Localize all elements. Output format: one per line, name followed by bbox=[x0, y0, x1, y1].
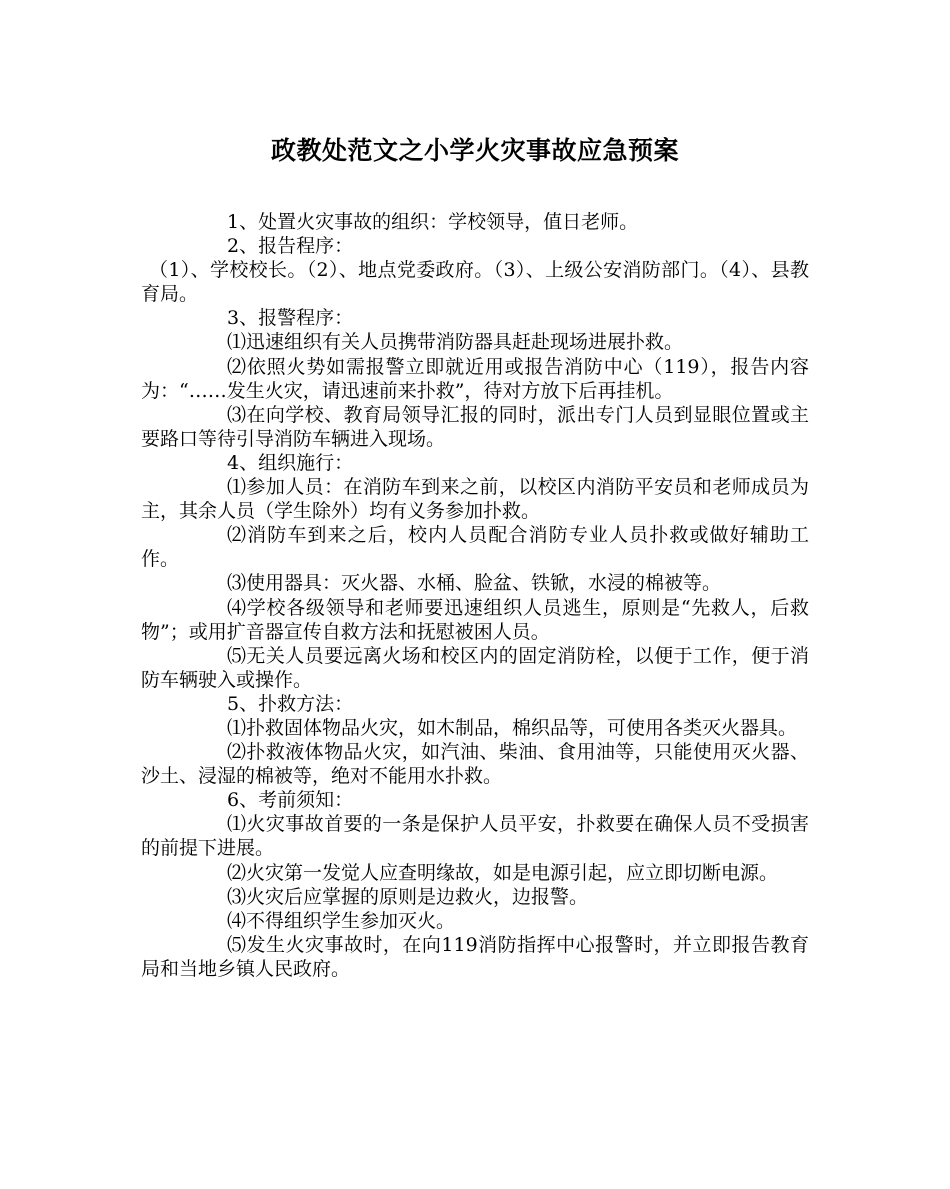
paragraph-implementation-2: ⑵消防车到来之后，校内人员配合消防专业人员扑救或做好辅助工作。 bbox=[141, 524, 809, 571]
paragraph-notes-5: ⑸发生火灾事故时，在向119消防指挥中心报警时，并立即报告教育局和当地乡镇人民政府。 bbox=[141, 933, 809, 980]
paragraph-alarm-3: ⑶在向学校、教育局领导汇报的同时，派出专门人员到显眼位置或主要路口等待引导消防车辆进入现场。 bbox=[141, 403, 809, 450]
paragraph-implementation-heading: 4、组织施行： bbox=[227, 451, 354, 474]
paragraph-alarm-heading: 3、报警程序： bbox=[227, 307, 354, 330]
paragraph-implementation-3: ⑶使用器具：灭火器、水桶、脸盆、铁锨，水浸的棉被等。 bbox=[227, 572, 722, 595]
paragraph-notes-1: ⑴火灾事故首要的一条是保护人员平安，扑救要在确保人员不受损害的前提下进展。 bbox=[141, 813, 809, 860]
paragraph-method-heading: 5、扑救方法： bbox=[227, 692, 354, 715]
paragraph-notes-2: ⑵火灾第一发觉人应查明缘故，如是电源引起，应立即切断电源。 bbox=[227, 861, 779, 884]
paragraph-report-heading: 2、报告程序： bbox=[227, 235, 354, 258]
paragraph-method-1: ⑴扑救固体物品火灾，如木制品，棉织品等，可使用各类灭火器具。 bbox=[227, 716, 798, 739]
paragraph-method-2: ⑵扑救液体物品火灾，如汽油、柴油、食用油等，只能使用灭火器、沙土、浸湿的棉被等，绝对不能用水扑救。 bbox=[141, 741, 809, 788]
paragraph-alarm-2: ⑵依照火势如需报警立即就近用或报告消防中心（119），报告内容为：“……发生火灾，请迅速前来扑救”，待对方放下后再挂机。 bbox=[141, 355, 809, 402]
paragraph-alarm-1: ⑴迅速组织有关人员携带消防器具赶赴现场进展扑救。 bbox=[227, 331, 684, 354]
paragraph-implementation-5: ⑸无关人员要远离火场和校区内的固定消防栓，以便于工作，便于消防车辆驶入或操作。 bbox=[141, 644, 809, 691]
document-body bbox=[141, 210, 809, 981]
paragraph-notes-3: ⑶火灾后应掌握的原则是边救火，边报警。 bbox=[227, 885, 589, 908]
paragraph-organization: 1、处置火灾事故的组织：学校领导，值日老师。 bbox=[227, 211, 639, 233]
paragraph-implementation-1: ⑴参加人员：在消防车到来之前，以校区内消防平安员和老师成员为主，其余人员（学生除外）均有义务参加扑救。 bbox=[141, 476, 809, 523]
paragraph-implementation-4: ⑷学校各级领导和老师要迅速组织人员逃生，原则是“先救人，后救物”；或用扩音器宣传自救方法和抚慰被困人员。 bbox=[141, 596, 809, 643]
paragraph-notes-4: ⑷不得组织学生参加灭火。 bbox=[227, 909, 456, 932]
document-title: 政教处范文之小学火灾事故应急预案 bbox=[270, 136, 679, 165]
paragraph-notes-heading: 6、考前须知： bbox=[227, 789, 354, 812]
paragraph-report-list: （1）、学校校长。（2）、地点党委政府。（3）、上级公安消防部门。（4）、县教育局。 bbox=[141, 259, 809, 306]
